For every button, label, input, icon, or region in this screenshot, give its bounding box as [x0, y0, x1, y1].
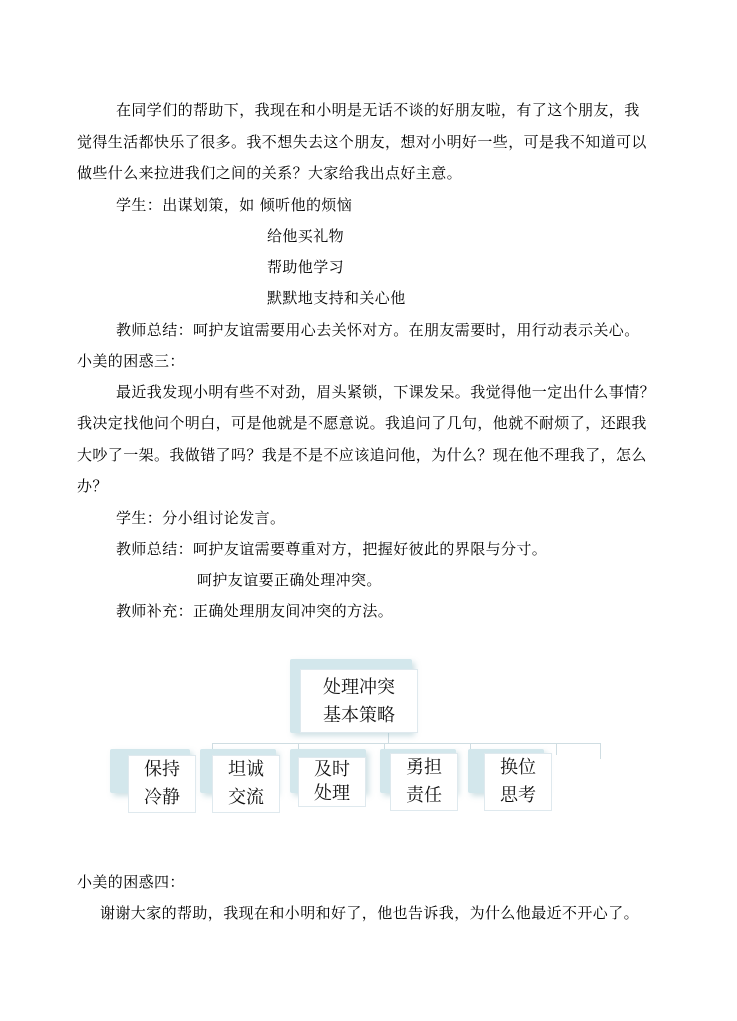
node-line: 保持 [144, 759, 180, 780]
root-line: 基本策略 [323, 705, 395, 726]
node-line: 勇担 [406, 757, 442, 778]
root-node [300, 669, 418, 733]
node-line: 处理 [314, 783, 350, 804]
connector-line [600, 743, 601, 759]
node-line: 责任 [406, 785, 442, 806]
paragraph-line: 做些什么来拉进我们之间的关系？大家给我出点好主意。 [77, 164, 463, 182]
root-line: 处理冲突 [323, 677, 395, 698]
strategy-node-calm [128, 755, 196, 813]
paragraph-line: 谢谢大家的帮助，我现在和小明和好了，他也告诉我，为什么他最近不开心了。 [100, 904, 640, 922]
list-item: 默默地支持和关心他 [267, 289, 406, 307]
node-line: 及时 [314, 759, 350, 780]
strategy-node-responsibility [390, 753, 458, 811]
paragraph-line: 教师总结：呵护友谊需要用心去关怀对方。在朋友需要时，用行动表示关心。 [116, 321, 640, 339]
node-line: 坦诚 [228, 759, 264, 780]
strategy-diagram [108, 655, 608, 815]
paragraph-line: 学生：分小组讨论发言。 [116, 509, 286, 527]
node-line: 换位 [500, 757, 536, 778]
paragraph-line: 学生：出谋划策，如 倾听他的烦恼 [116, 196, 353, 214]
paragraph-line: 办？ [77, 477, 108, 495]
connector-line [556, 743, 557, 755]
paragraph-line: 教师总结：呵护友谊需要尊重对方，把握好彼此的界限与分寸。 [116, 540, 548, 558]
paragraph-line: 呵护友谊要正确处理冲突。 [197, 571, 382, 589]
strategy-node-empathy [484, 753, 552, 811]
node-line: 思考 [500, 785, 536, 806]
connector-line [212, 743, 600, 744]
paragraph-line: 我决定找他问个明白，可是他就是不愿意说。我追问了几句，他就不耐烦了，还跟我 [77, 414, 647, 432]
strategy-node-communicate [212, 755, 280, 813]
paragraph-line: 教师补充：正确处理朋友间冲突的方法。 [116, 602, 394, 620]
paragraph-line: 最近我发现小明有些不对劲，眉头紧锁，下课发呆。我觉得他一定出什么事情？ [116, 383, 656, 401]
strategy-node-timely [298, 757, 366, 807]
paragraph-line: 在同学们的帮助下，我现在和小明是无话不谈的好朋友啦，有了这个朋友，我 [116, 101, 640, 119]
paragraph-line: 觉得生活都快乐了很多。我不想失去这个朋友，想对小明好一些，可是我不知道可以 [77, 133, 647, 151]
paragraph-line: 大吵了一架。我做错了吗？我是不是不应该追问他，为什么？现在他不理我了，怎么 [77, 446, 647, 464]
list-item: 给他买礼物 [267, 227, 345, 245]
list-item: 帮助他学习 [267, 258, 345, 276]
node-line: 交流 [228, 787, 264, 808]
node-line: 冷静 [144, 787, 180, 808]
section-heading: 小美的困惑四： [77, 873, 185, 891]
section-heading: 小美的困惑三： [77, 352, 185, 370]
